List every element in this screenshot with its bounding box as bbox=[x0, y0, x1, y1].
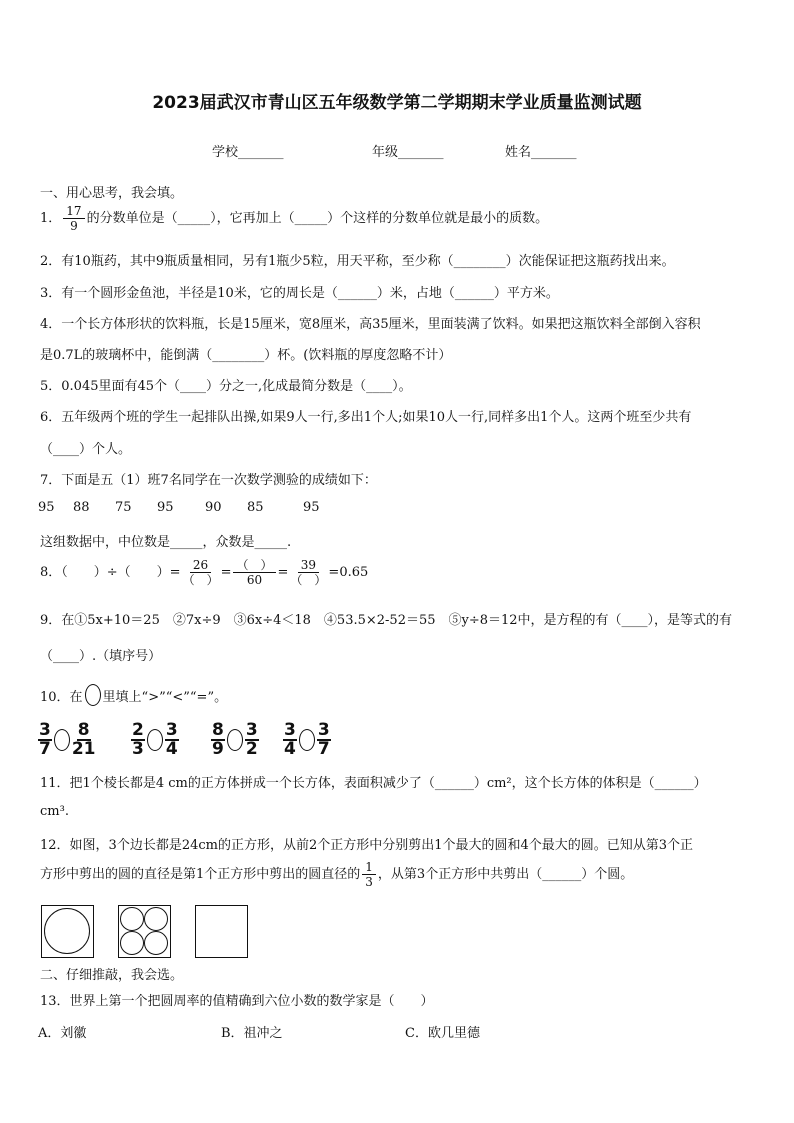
q8-f2-den: 60 bbox=[246, 573, 263, 587]
compare-pair-3 bbox=[211, 722, 259, 758]
question-13: 13．世界上第一个把圆周率的值精确到六位小数的数学家是（ ） bbox=[40, 994, 434, 1009]
q8-fraction-3 bbox=[290, 558, 326, 587]
q8-lead: 8．（ ）÷（ ）= bbox=[40, 565, 181, 580]
fraction bbox=[72, 722, 96, 758]
q8-f1-num: 26 bbox=[190, 558, 211, 573]
compare-oval[interactable] bbox=[147, 729, 163, 751]
question-5: 5．0.045里面有45个（____）分之一,化成最简分数是（____）。 bbox=[40, 379, 412, 394]
q1-number: 1． bbox=[40, 211, 62, 226]
q12-fraction-den: 3 bbox=[365, 875, 373, 889]
q12-pre: 方形中剪出的圆的直径是第1个正方形中剪出的圆直径的 bbox=[40, 867, 361, 882]
question-7-ask: 这组数据中，中位数是_____，众数是_____. bbox=[40, 535, 292, 550]
question-1 bbox=[40, 204, 548, 233]
score: 75 bbox=[115, 500, 132, 515]
question-6-line2: （____）个人。 bbox=[40, 442, 132, 457]
question-3: 3．有一个圆形金鱼池，半径是10米，它的周长是（______）米，占地（______）平方米。 bbox=[40, 286, 559, 301]
question-9-line2: （____）.（填序号） bbox=[40, 649, 162, 664]
q12-fraction-num: 1 bbox=[362, 860, 376, 875]
option-a[interactable]: A．刘徽 bbox=[38, 1026, 87, 1041]
q8-f3-num: 39 bbox=[298, 558, 319, 573]
fraction-den: 7 bbox=[317, 739, 330, 759]
section-1-heading: 一、用心思考，我会填。 bbox=[40, 186, 184, 201]
q12-post: ，从第3个正方形中共剪出（______）个圆。 bbox=[377, 867, 634, 882]
q8-fraction-2 bbox=[233, 558, 275, 587]
score: 95 bbox=[303, 500, 320, 515]
square-one-circle bbox=[41, 905, 94, 958]
score: 95 bbox=[157, 500, 174, 515]
fraction-num: 8 bbox=[212, 720, 224, 740]
school-field: 学校_______ bbox=[212, 145, 284, 160]
fraction bbox=[38, 722, 52, 758]
q1-fraction-den: 9 bbox=[70, 219, 78, 233]
question-11-line1: 11．把1个棱长都是4 cm的正方体拼成一个长方体，表面积减少了（______）cm²，这个长方体的体积是（______） bbox=[40, 776, 707, 791]
q8-f1-den: （ ） bbox=[182, 573, 219, 587]
fraction-num: 8 bbox=[77, 720, 90, 740]
fraction-num: 3 bbox=[39, 720, 51, 740]
fraction-den: 2 bbox=[245, 739, 258, 759]
score: 85 bbox=[247, 500, 264, 515]
fraction bbox=[245, 722, 259, 758]
small-circle bbox=[120, 907, 144, 931]
small-circle bbox=[120, 931, 144, 955]
compare-pair-1 bbox=[38, 722, 96, 758]
compare-oval[interactable] bbox=[227, 729, 243, 751]
question-4-line2: 是0.7L的玻璃杯中，能倒满（________）杯。(饮料瓶的厚度忽略不计） bbox=[40, 348, 452, 363]
q10-lead: 10．在 bbox=[40, 689, 83, 705]
name-field: 姓名_______ bbox=[505, 145, 577, 160]
square-four-circles bbox=[118, 905, 171, 958]
square-empty bbox=[195, 905, 248, 958]
small-circle bbox=[144, 907, 168, 931]
q1-fraction bbox=[63, 204, 84, 233]
option-c[interactable]: C．欧几里德 bbox=[405, 1026, 480, 1041]
compare-pair-2 bbox=[131, 722, 179, 758]
fraction-den: 21 bbox=[71, 739, 96, 759]
q8-f3-den: （ ） bbox=[290, 573, 327, 587]
q8-f2-num: （ ） bbox=[233, 558, 275, 573]
question-8 bbox=[40, 558, 368, 587]
grade-field: 年级_______ bbox=[372, 145, 444, 160]
fraction bbox=[211, 722, 225, 758]
oval-icon bbox=[85, 684, 101, 706]
question-12-line2 bbox=[40, 860, 633, 889]
fraction bbox=[165, 722, 179, 758]
q10-tail: 里填上“>”“<”“=”。 bbox=[102, 689, 228, 705]
fraction bbox=[131, 722, 145, 758]
large-circle bbox=[44, 908, 90, 954]
question-10 bbox=[40, 684, 227, 706]
q1-fraction-num: 17 bbox=[63, 204, 84, 219]
question-6-line1: 6．五年级两个班的学生一起排队出操,如果9人一行,多出1个人;如果10人一行,同样多出1个人。这两个班至少共有 bbox=[40, 410, 692, 425]
fraction-den: 3 bbox=[132, 739, 144, 759]
fraction-num: 3 bbox=[245, 720, 258, 740]
question-4-line1: 4．一个长方体形状的饮料瓶，长是15厘米，宽8厘米，高35厘米，里面装满了饮料。如果把这瓶饮料全部倒入容积 bbox=[40, 317, 701, 332]
fraction-den: 9 bbox=[212, 739, 224, 759]
exam-title: 2023届武汉市青山区五年级数学第二学期期末学业质量监测试题 bbox=[152, 93, 642, 113]
fraction bbox=[317, 722, 331, 758]
fraction-num: 3 bbox=[165, 720, 178, 740]
fraction bbox=[283, 722, 297, 758]
compare-pair-4 bbox=[283, 722, 331, 758]
question-12-line1: 12．如图，3个边长都是24cm的正方形，从前2个正方形中分别剪出1个最大的圆和4个最大的圆。已知从第3个正 bbox=[40, 838, 694, 853]
section-2-heading: 二、仔细推敲，我会选。 bbox=[40, 968, 184, 983]
fraction-num: 2 bbox=[132, 720, 144, 740]
question-11-line2: cm³. bbox=[40, 804, 69, 819]
question-2: 2．有10瓶药，其中9瓶质量相同，另有1瓶少5粒，用天平称，至少称（________）次能保证把这瓶药找出来。 bbox=[40, 254, 675, 269]
q8-fraction-1 bbox=[183, 558, 219, 587]
q8-equals: = bbox=[277, 565, 289, 580]
fraction-den: 4 bbox=[284, 739, 296, 759]
small-circle bbox=[144, 931, 168, 955]
fraction-num: 3 bbox=[284, 720, 296, 740]
score: 90 bbox=[205, 500, 222, 515]
score: 95 bbox=[38, 500, 55, 515]
q12-fraction bbox=[362, 860, 376, 889]
compare-oval[interactable] bbox=[54, 729, 70, 751]
question-9-line1: 9．在①5x+10＝25 ②7x÷9 ③6x÷4＜18 ④53.5×2-52＝55 ⑤y÷8＝12中，是方程的有（____），是等式的有 bbox=[40, 613, 733, 628]
q8-tail: =0.65 bbox=[328, 565, 369, 580]
option-b[interactable]: B．祖冲之 bbox=[221, 1026, 283, 1041]
score: 88 bbox=[73, 500, 90, 515]
fraction-num: 3 bbox=[317, 720, 330, 740]
fraction-den: 7 bbox=[39, 739, 51, 759]
compare-oval[interactable] bbox=[299, 729, 315, 751]
q1-text: 的分数单位是（_____），它再加上（_____）个这样的分数单位就是最小的质数。 bbox=[86, 211, 549, 226]
q8-equals: = bbox=[220, 565, 232, 580]
fraction-den: 4 bbox=[165, 739, 178, 759]
question-7-intro: 7．下面是五（1）班7名同学在一次数学测验的成绩如下： bbox=[40, 473, 377, 488]
